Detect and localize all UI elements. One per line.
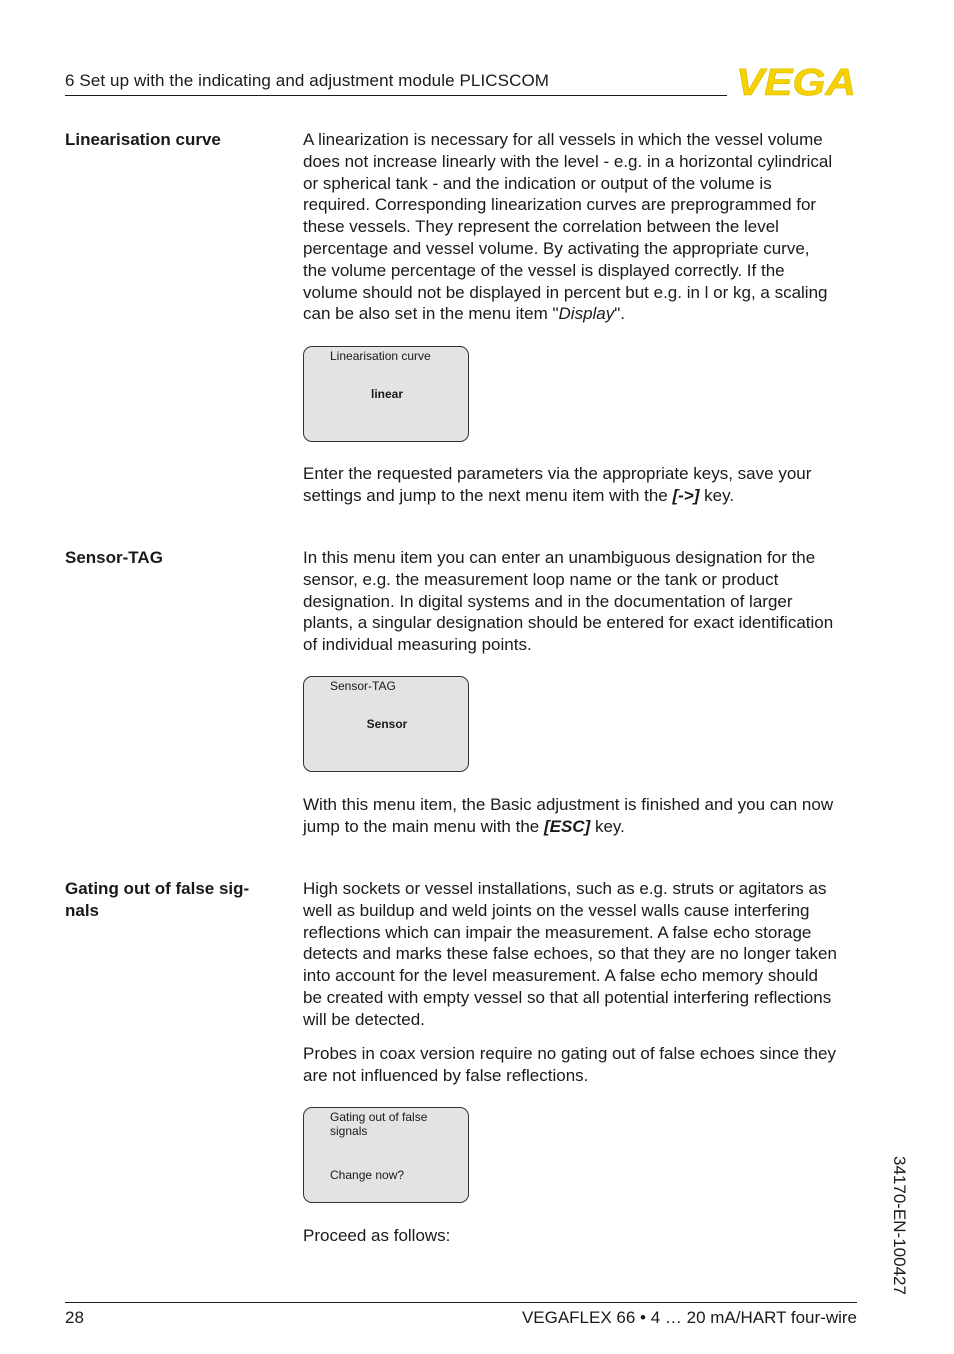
- display-linearisation-curve: [303, 346, 469, 442]
- text-line: settings and jump to the next menu item with the [->] key.: [303, 485, 735, 505]
- proceed-text: [303, 1225, 863, 1247]
- text-line: be created with empty vessel so that all potential interfering reflections: [303, 987, 832, 1007]
- sensor-tag-instruction: [303, 794, 863, 838]
- display-menu-value: Sensor: [366, 717, 408, 731]
- text-line: With this menu item, the Basic adjustment is finished and you can now: [303, 795, 834, 814]
- text-line: the volume percentage of the vessel is displayed correctly. If the: [303, 260, 785, 280]
- menu-item-reference: Display: [558, 304, 615, 324]
- document-id: 34170-EN-100427: [890, 1156, 909, 1295]
- heading-sensor-tag: Sensor-TAG: [65, 548, 163, 567]
- display-menu-label: Gating out of false signals: [330, 1110, 428, 1138]
- linearisation-paragraph: [303, 129, 863, 325]
- display-menu-label: Linearisation curve: [330, 349, 431, 363]
- text-line: Probes in coax version require no gating out of false echoes since they: [303, 1044, 836, 1063]
- display-menu-value: linear: [370, 387, 403, 401]
- text-line: does not increase linearly with the level - e.g. in a horizontal cylindrical: [303, 151, 833, 171]
- header-divider: [65, 95, 727, 96]
- text-line: In this menu item you can enter an unambiguous designation for the: [303, 548, 816, 567]
- text-line: reflections which can impair the measurement. A false echo storage: [303, 922, 812, 942]
- text-line: volume should not be displayed in percent but e.g. in l or kg, a scaling: [303, 282, 828, 302]
- display-gating-out-false-signals: [303, 1107, 469, 1203]
- text-line: well as buildup and weld joints on the vessel walls cause interfering: [303, 900, 810, 920]
- display-menu-label: Sensor-TAG: [330, 679, 396, 693]
- linearisation-instruction: [303, 463, 863, 507]
- heading-linearisation-curve: Linearisation curve: [65, 130, 221, 149]
- text-line: plants, a singular designation should be entered for exact identification: [303, 613, 834, 633]
- vega-logo: [735, 63, 858, 99]
- display-sensor-tag: [303, 676, 469, 772]
- text-line: percentage and vessel volume. By activating the appropriate curve,: [303, 238, 810, 258]
- key-reference: [->]: [672, 485, 700, 505]
- text-line: A linearization is necessary for all vessels in which the vessel volume: [303, 130, 823, 149]
- text-line: required. Corresponding linearization curves are preprogrammed for: [303, 195, 817, 215]
- sensor-tag-paragraph: [303, 547, 863, 656]
- chapter-header: 6 Set up with the indicating and adjustment module PLICSCOM: [65, 71, 550, 90]
- product-title: VEGAFLEX 66 • 4 … 20 mA/HART four-wire: [521, 1308, 857, 1327]
- page-number: 28: [65, 1308, 84, 1327]
- display-prompt: Change now?: [330, 1168, 405, 1182]
- text-line: can be also set in the menu item "Display".: [303, 304, 626, 324]
- text-line: into account for the level measurement. A false echo memory should: [303, 966, 818, 986]
- text-line: Enter the requested parameters via the appropriate keys, save your: [303, 464, 812, 483]
- key-reference: [ESC]: [543, 816, 591, 836]
- text-line: jump to the main menu with the [ESC] key.: [303, 816, 625, 836]
- gating-paragraph: [303, 878, 863, 1031]
- text-line: or spherical tank - and the indication or output of the volume is: [303, 173, 772, 193]
- text-line: are not influenced by false reflections.: [303, 1065, 589, 1085]
- text-line: detects and marks these false echoes, so that they are no longer taken: [303, 944, 837, 964]
- text-line: of individual measuring points.: [303, 635, 532, 655]
- text-line: will be detected.: [303, 1009, 425, 1029]
- text-line: High sockets or vessel installations, such as e.g. struts or agitators as: [303, 879, 827, 898]
- text-line: these vessels. They represent the correlation between the level: [303, 217, 779, 237]
- gating-coax-note: [303, 1043, 863, 1087]
- footer-divider: [65, 1302, 857, 1303]
- text-line: designation. In digital systems and in the documentation of larger: [303, 591, 793, 611]
- heading-gating-out-false-signals: Gating out of false sig- nals: [65, 879, 250, 920]
- text-line: Proceed as follows:: [303, 1226, 451, 1245]
- logo-text: VEGA: [736, 63, 856, 99]
- text-line: sensor, e.g. the measurement loop name or the tank or product: [303, 569, 779, 589]
